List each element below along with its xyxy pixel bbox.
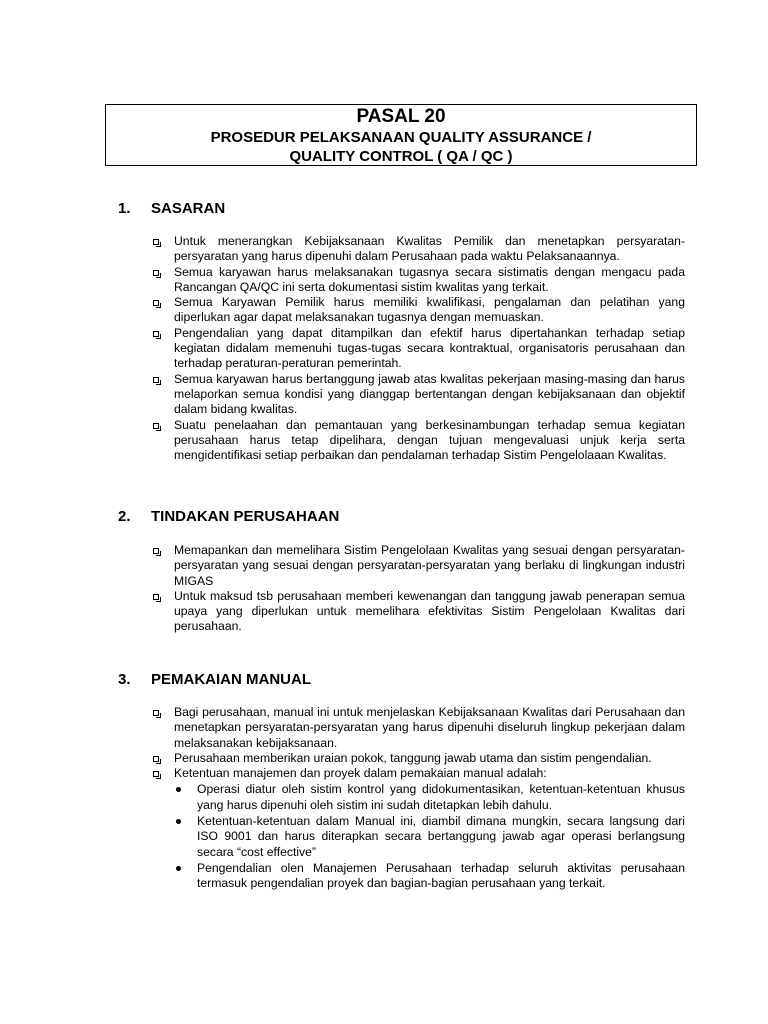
section-title: PEMAKAIAN MANUAL [151,671,311,688]
list-item: Pengendalian yang dapat ditampilkan dan efektif harus dipertahankan terhadap setiap kegiatan didalam memenuhi tugas-tugas secara kontraktual, organisatoris perusahaan dan terhadap peraturan-peraturan pemerintah. [152,326,685,372]
square-bullet-icon [153,548,159,554]
section-number: 3. [118,671,131,688]
pemakaian-list [152,705,685,892]
list-item: Semua karyawan harus melaksanakan tugasnya secara sistimatis dengan mengacu pada Rancangan QA/QC ini serta dokumentasi sistim kwalitas yang terkait. [152,265,685,296]
sub-list-item: Pengendalian olen Manajemen Perusahaan terhadap seluruh aktivitas perusahaan termasuk pengendalian proyek dan bagian-bagian perusahaan yang terkait. [174,861,685,892]
square-bullet-icon [153,239,159,245]
chapter-title-box [105,104,697,166]
list-item: Perusahaan memberikan uraian pokok, tanggung jawab utama dan sistim pengendalian. [152,751,685,766]
chapter-subtitle-line1: PROSEDUR PELAKSANAAN QUALITY ASSURANCE / [210,129,592,146]
list-item: Bagi perusahaan, manual ini untuk menjelaskan Kebijaksanaan Kwalitas dari Perusahaan dan menetapkan persyaratan-persyaratan yang harus dipenuhi diseluruh lingkup pekerjaan dalam melaksanakan kebijaksanaan. [152,705,685,751]
list-item: Semua Karyawan Pemilik harus memiliki kwalifikasi, pengalaman dan pelatihan yang diperlukan agar dapat melaksanakan tugasnya dengan memuaskan. [152,295,685,326]
square-bullet-icon [153,710,159,716]
list-item: Memapankan dan memelihara Sistim Pengelolaan Kwalitas yang sesuai dengan persyaratan-persyaratan yang sesuai dengan persyaratan-persyaratan yang berlaku di lingkungan industri MIGAS [152,543,685,589]
square-bullet-icon [153,300,159,306]
list-item: Ketentuan manajemen dan proyek dalam pemakaian manual adalah: Operasi diatur oleh sistim kontrol yang didokumentasikan, ketentuan-ketentuan khusus yang harus dipenuhi oleh sistim ini sudah ditetapkan lebih dahulu. Ketentuan-ketentuan dalam Manual ini, diambil dimana mungkin, secara langsung dari ISO 9001 dan harus diterapkan secara bertanggung jawab agar operasi berlangsung secara “cost effective” Pengendalian olen Manajemen Perusahaan terhadap seluruh aktivitas perusahaan termasuk pengendalian proyek dan bagian-bagian perusahaan yang terkait. [152,766,685,891]
square-bullet-icon [153,377,159,383]
section-title: TINDAKAN PERUSAHAAN [151,508,340,525]
square-bullet-icon [153,270,159,276]
list-item: Semua karyawan harus bertanggung jawab atas kwalitas pekerjaan masing-masing dan harus melaporkan semua kondisi yang dianggap bertentangan dengan kebijaksanaan dan objektif dalam bidang kwalitas. [152,372,685,418]
sub-list [174,782,685,891]
square-bullet-icon [153,771,159,777]
chapter-subtitle-line2: QUALITY CONTROL ( QA / QC ) [289,148,513,165]
round-bullet-icon [176,819,181,824]
square-bullet-icon [153,423,159,429]
section-heading-sasaran [118,200,225,217]
tindakan-list [152,543,685,635]
chapter-title: PASAL 20 [356,106,446,127]
section-title: SASARAN [151,200,226,217]
list-item: Untuk maksud tsb perusahaan memberi kewenangan dan tanggung jawab penerapan semua upaya yang diperlukan untuk memelihara efektivitas Sistim Pengelolaan Kwalitas dari perusahaan. [152,589,685,635]
list-item: Suatu penelaahan dan pemantauan yang berkesinambungan terhadap semua kegiatan perusahaan harus tetap dipelihara, dengan tujuan mengevaluasi unjuk kerja serta mengidentifikasi setiap perbaikan dan pendalaman terhadap Sistim Pengelolaaan Kwalitas. [152,418,685,464]
sub-list-item: Ketentuan-ketentuan dalam Manual ini, diambil dimana mungkin, secara langsung dari ISO 9001 dan harus diterapkan secara bertanggung jawab agar operasi berlangsung secara “cost effective” [174,814,685,860]
square-bullet-icon [153,331,159,337]
sub-list-item: Operasi diatur oleh sistim kontrol yang didokumentasikan, ketentuan-ketentuan khusus yang harus dipenuhi oleh sistim ini sudah ditetapkan lebih dahulu. [174,782,685,813]
round-bullet-icon [176,866,181,871]
section-number: 2. [118,508,131,525]
section-number: 1. [118,200,131,217]
list-item: Untuk menerangkan Kebijaksanaan Kwalitas Pemilik dan menetapkan persyaratan-persyaratan yang harus dipenuhi dalam Perusahaan pada waktu Pelaksanaannya. [152,234,685,265]
round-bullet-icon [176,787,181,792]
section-heading-tindakan-perusahaan [118,508,339,525]
square-bullet-icon [153,594,159,600]
section-heading-pemakaian-manual [118,671,311,688]
square-bullet-icon [153,756,159,762]
sasaran-list [152,234,685,463]
